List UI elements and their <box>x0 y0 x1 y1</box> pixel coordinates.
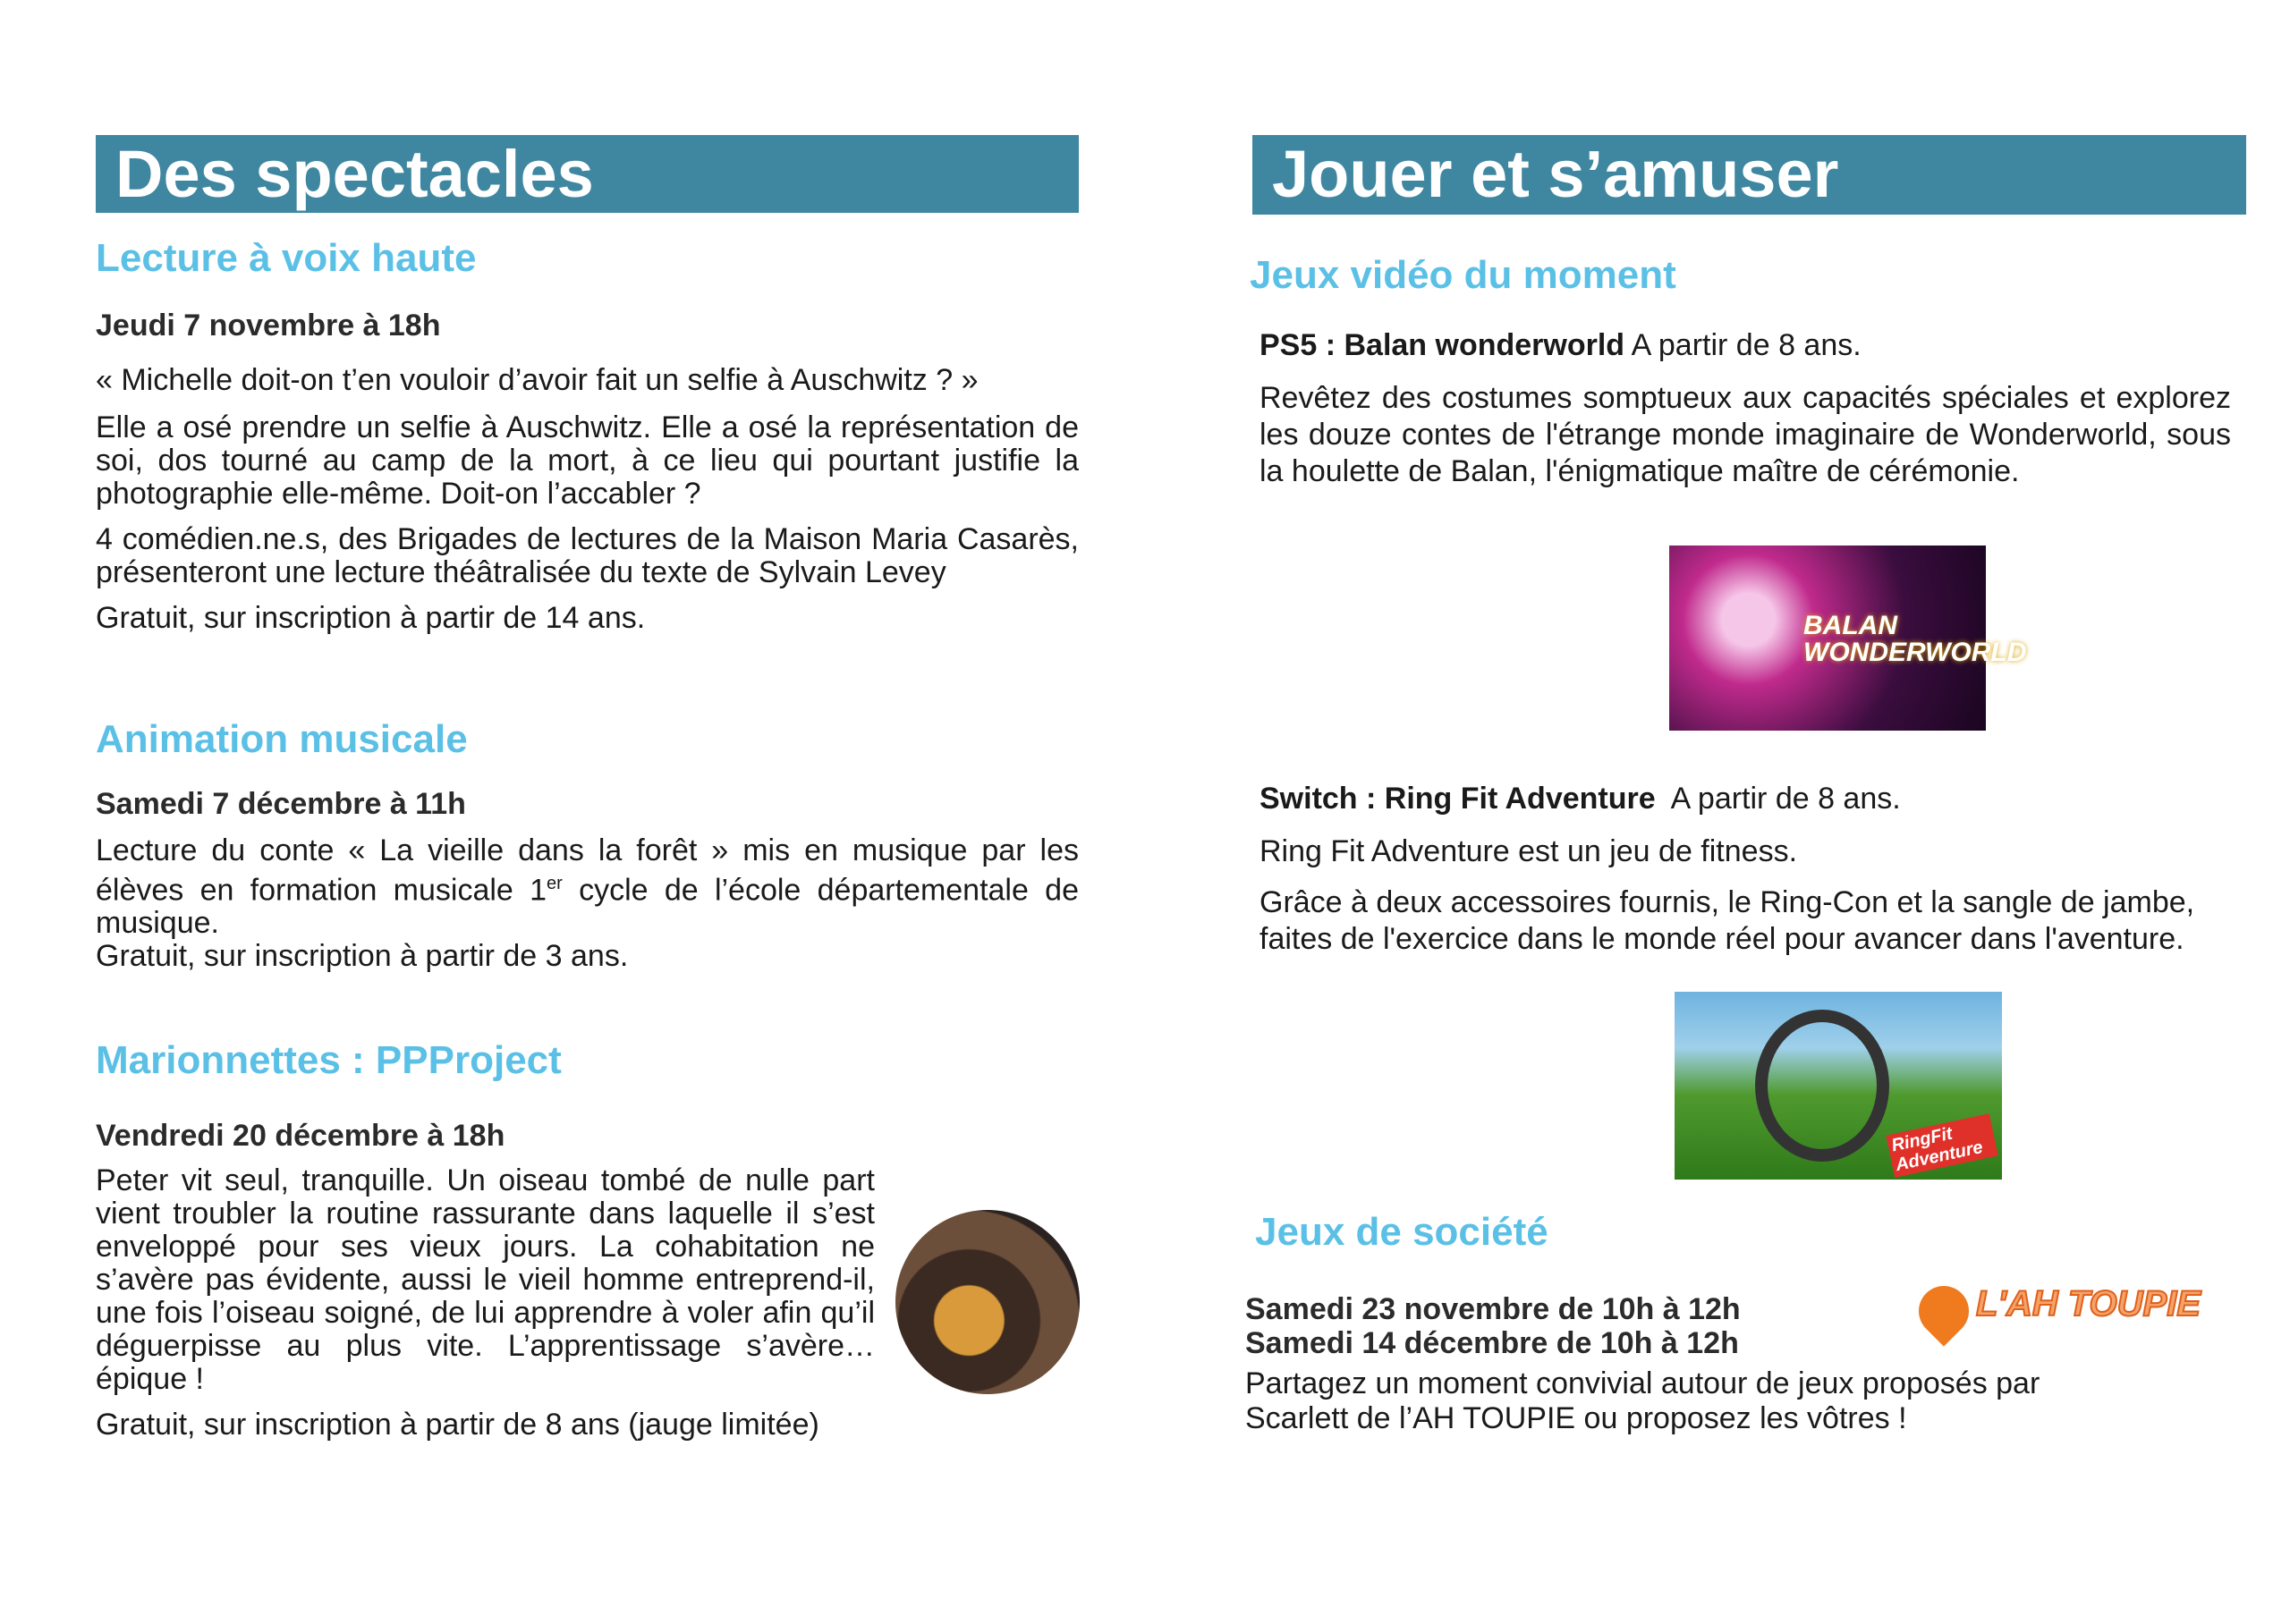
ring-fit-image <box>1675 992 2002 1180</box>
heading-jeux-video: Jeux vidéo du moment <box>1250 253 1676 297</box>
heading-animation: Animation musicale <box>96 717 468 761</box>
animation-body <box>96 834 1079 973</box>
marionnettes-para: Peter vit seul, tranquille. Un oiseau tombé de nulle part vient troubler la routine rassurante dans laquelle il s’est enveloppé pour ses vieux jours. La cohabitation ne s’avère pas évidente, aussi le vieil homme entreprend-il, une fois l’oiseau soigné, de lui apprendre à voler afin qu’il déguerpisse au plus vite. L’apprentissage s’avère… épique ! <box>96 1163 875 1396</box>
animation-price: Gratuit, sur inscription à partir de 3 ans. <box>96 939 629 974</box>
ps5-desc: Revêtez des costumes somptueux aux capacités spéciales et explorez les douze contes de l'étrange monde imaginaire de Wonderworld, sous la houlette de Balan, l'énigmatique maître de cérémonie. <box>1260 381 2231 488</box>
board-date-1: Samedi 23 novembre de 10h à 12h <box>1245 1292 1741 1326</box>
ah-toupie-logo <box>1915 1270 2201 1359</box>
date-marionnettes: Vendredi 20 décembre à 18h <box>96 1119 505 1153</box>
balan-wonderworld-image <box>1669 546 2027 731</box>
board-desc: Partagez un moment convivial autour de jeux proposés par Scarlett de l’AH TOUPIE ou proposez les vôtres ! <box>1245 1366 2040 1435</box>
ps5-title-line <box>1260 329 1862 362</box>
date-lecture: Jeudi 7 novembre à 18h <box>96 309 441 343</box>
ring-icon <box>1755 1010 1889 1162</box>
ah-toupie-text: L'AH TOUPIE <box>1976 1284 2201 1324</box>
switch-desc-1: Ring Fit Adventure est un jeu de fitness. <box>1260 834 1798 868</box>
ringfit-logo: RingFit Adventure <box>1886 1113 1997 1177</box>
section-title-jouer: Jouer et s’amuser <box>1252 135 2246 215</box>
lecture-price: Gratuit, sur inscription à partir de 14 ans. <box>96 601 646 635</box>
marionnettes-price: Gratuit, sur inscription à partir de 8 ans (jauge limitée) <box>96 1408 819 1442</box>
lecture-body <box>96 364 1079 635</box>
ps5-age: A partir de 8 ans. <box>1624 328 1862 362</box>
section-title-spectacles: Des spectacles <box>96 135 1079 213</box>
puppet-photo <box>895 1210 1080 1394</box>
balan-logo: BALAN WONDERWORLD <box>1803 611 2027 667</box>
heading-jeux-societe: Jeux de société <box>1255 1210 1548 1254</box>
heading-lecture: Lecture à voix haute <box>96 236 477 280</box>
text: Lecture du conte « La vieille dans la forêt » mis en musique par les élèves en formation musicale 1 <box>96 833 1079 908</box>
superscript: er <box>547 874 563 893</box>
lecture-para: 4 comédien.ne.s, des Brigades de lectures de la Maison Maria Casarès, présenteront une lecture théâtralisée du texte de Sylvain Levey <box>96 522 1079 589</box>
marionnettes-body <box>96 1164 875 1442</box>
animation-para <box>96 834 1079 940</box>
switch-age: A partir de 8 ans. <box>1655 782 1901 816</box>
lecture-quote: « Michelle doit-on t’en vouloir d’avoir fait un selfie à Auschwitz ? » <box>96 363 979 397</box>
text: cycle de l’école départementale de musique. <box>96 873 1079 941</box>
switch-title-line <box>1260 782 1901 816</box>
date-animation: Samedi 7 décembre à 11h <box>96 787 466 821</box>
board-date-2: Samedi 14 décembre de 10h à 12h <box>1245 1326 1739 1360</box>
lecture-para: Elle a osé prendre un selfie à Auschwitz. Elle a osé la représentation de soi, dos tourné au camp de la mort, à ce lieu qui pourtant justifie la photographie elle-même. Doit-on l’accabler ? <box>96 410 1079 511</box>
ps5-title: PS5 : Balan wonderworld <box>1260 328 1625 362</box>
spinning-top-icon <box>1908 1275 1979 1346</box>
switch-desc-2: Grâce à deux accessoires fournis, le Ring-Con et la sangle de jambe, faites de l'exercice dans le monde réel pour avancer dans l'aventure. <box>1260 885 2195 956</box>
heading-marionnettes: Marionnettes : PPProject <box>96 1038 562 1082</box>
switch-title: Switch : Ring Fit Adventure <box>1260 782 1656 816</box>
